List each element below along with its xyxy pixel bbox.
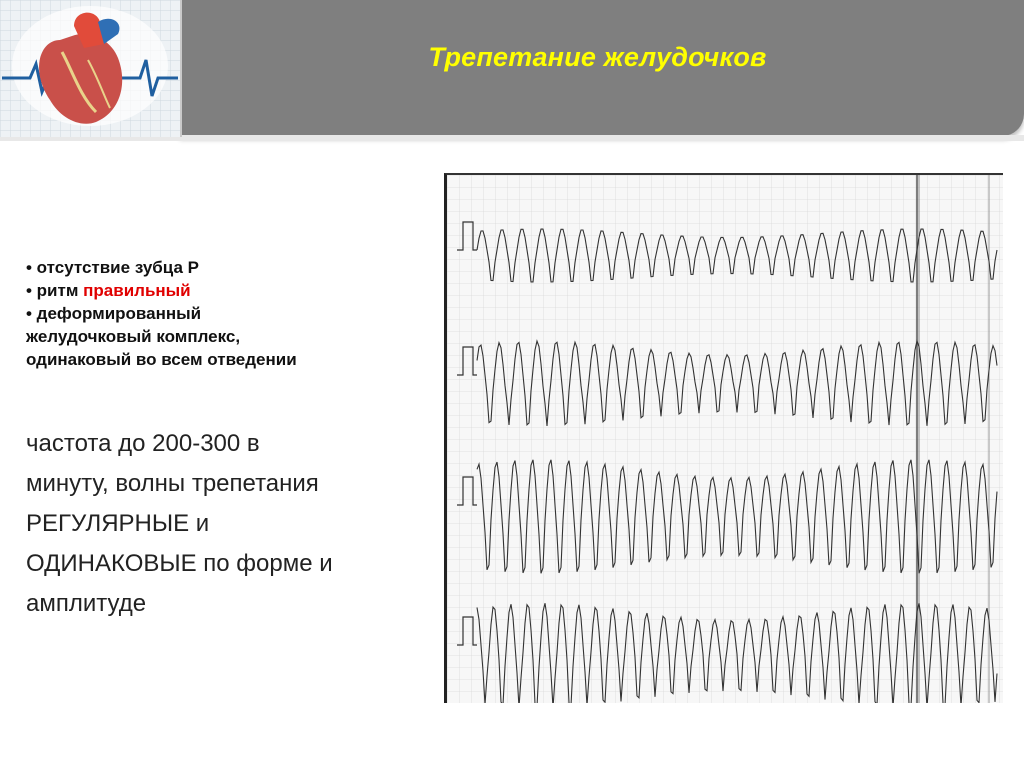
description-paragraph (26, 424, 426, 624)
bullet-list (26, 256, 426, 371)
bullet-item: одинаковый во всем отведении (26, 350, 297, 369)
bullet-item: • деформированный (26, 304, 202, 323)
highlight-text: правильный (83, 281, 191, 300)
heart-logo (0, 0, 182, 137)
ecg-strip-image (444, 173, 1003, 703)
bullet-item: желудочковый комплекс, (26, 327, 241, 346)
bullet-item: • ритм правильный (26, 281, 191, 300)
bullet-item: • отсутствие зубца Р (26, 258, 199, 277)
paragraph-line: частота до 200-300 в (26, 430, 260, 457)
paragraph-line: ОДИНАКОВЫЕ по форме и (26, 550, 333, 577)
page-title: Трепетание желудочков (428, 42, 767, 72)
paragraph-line: амплитуде (26, 590, 147, 617)
header-bar (0, 0, 1024, 141)
paragraph-line: минуту, волны трепетания (26, 470, 319, 497)
paragraph-line: РЕГУЛЯРНЫЕ и (26, 510, 210, 537)
